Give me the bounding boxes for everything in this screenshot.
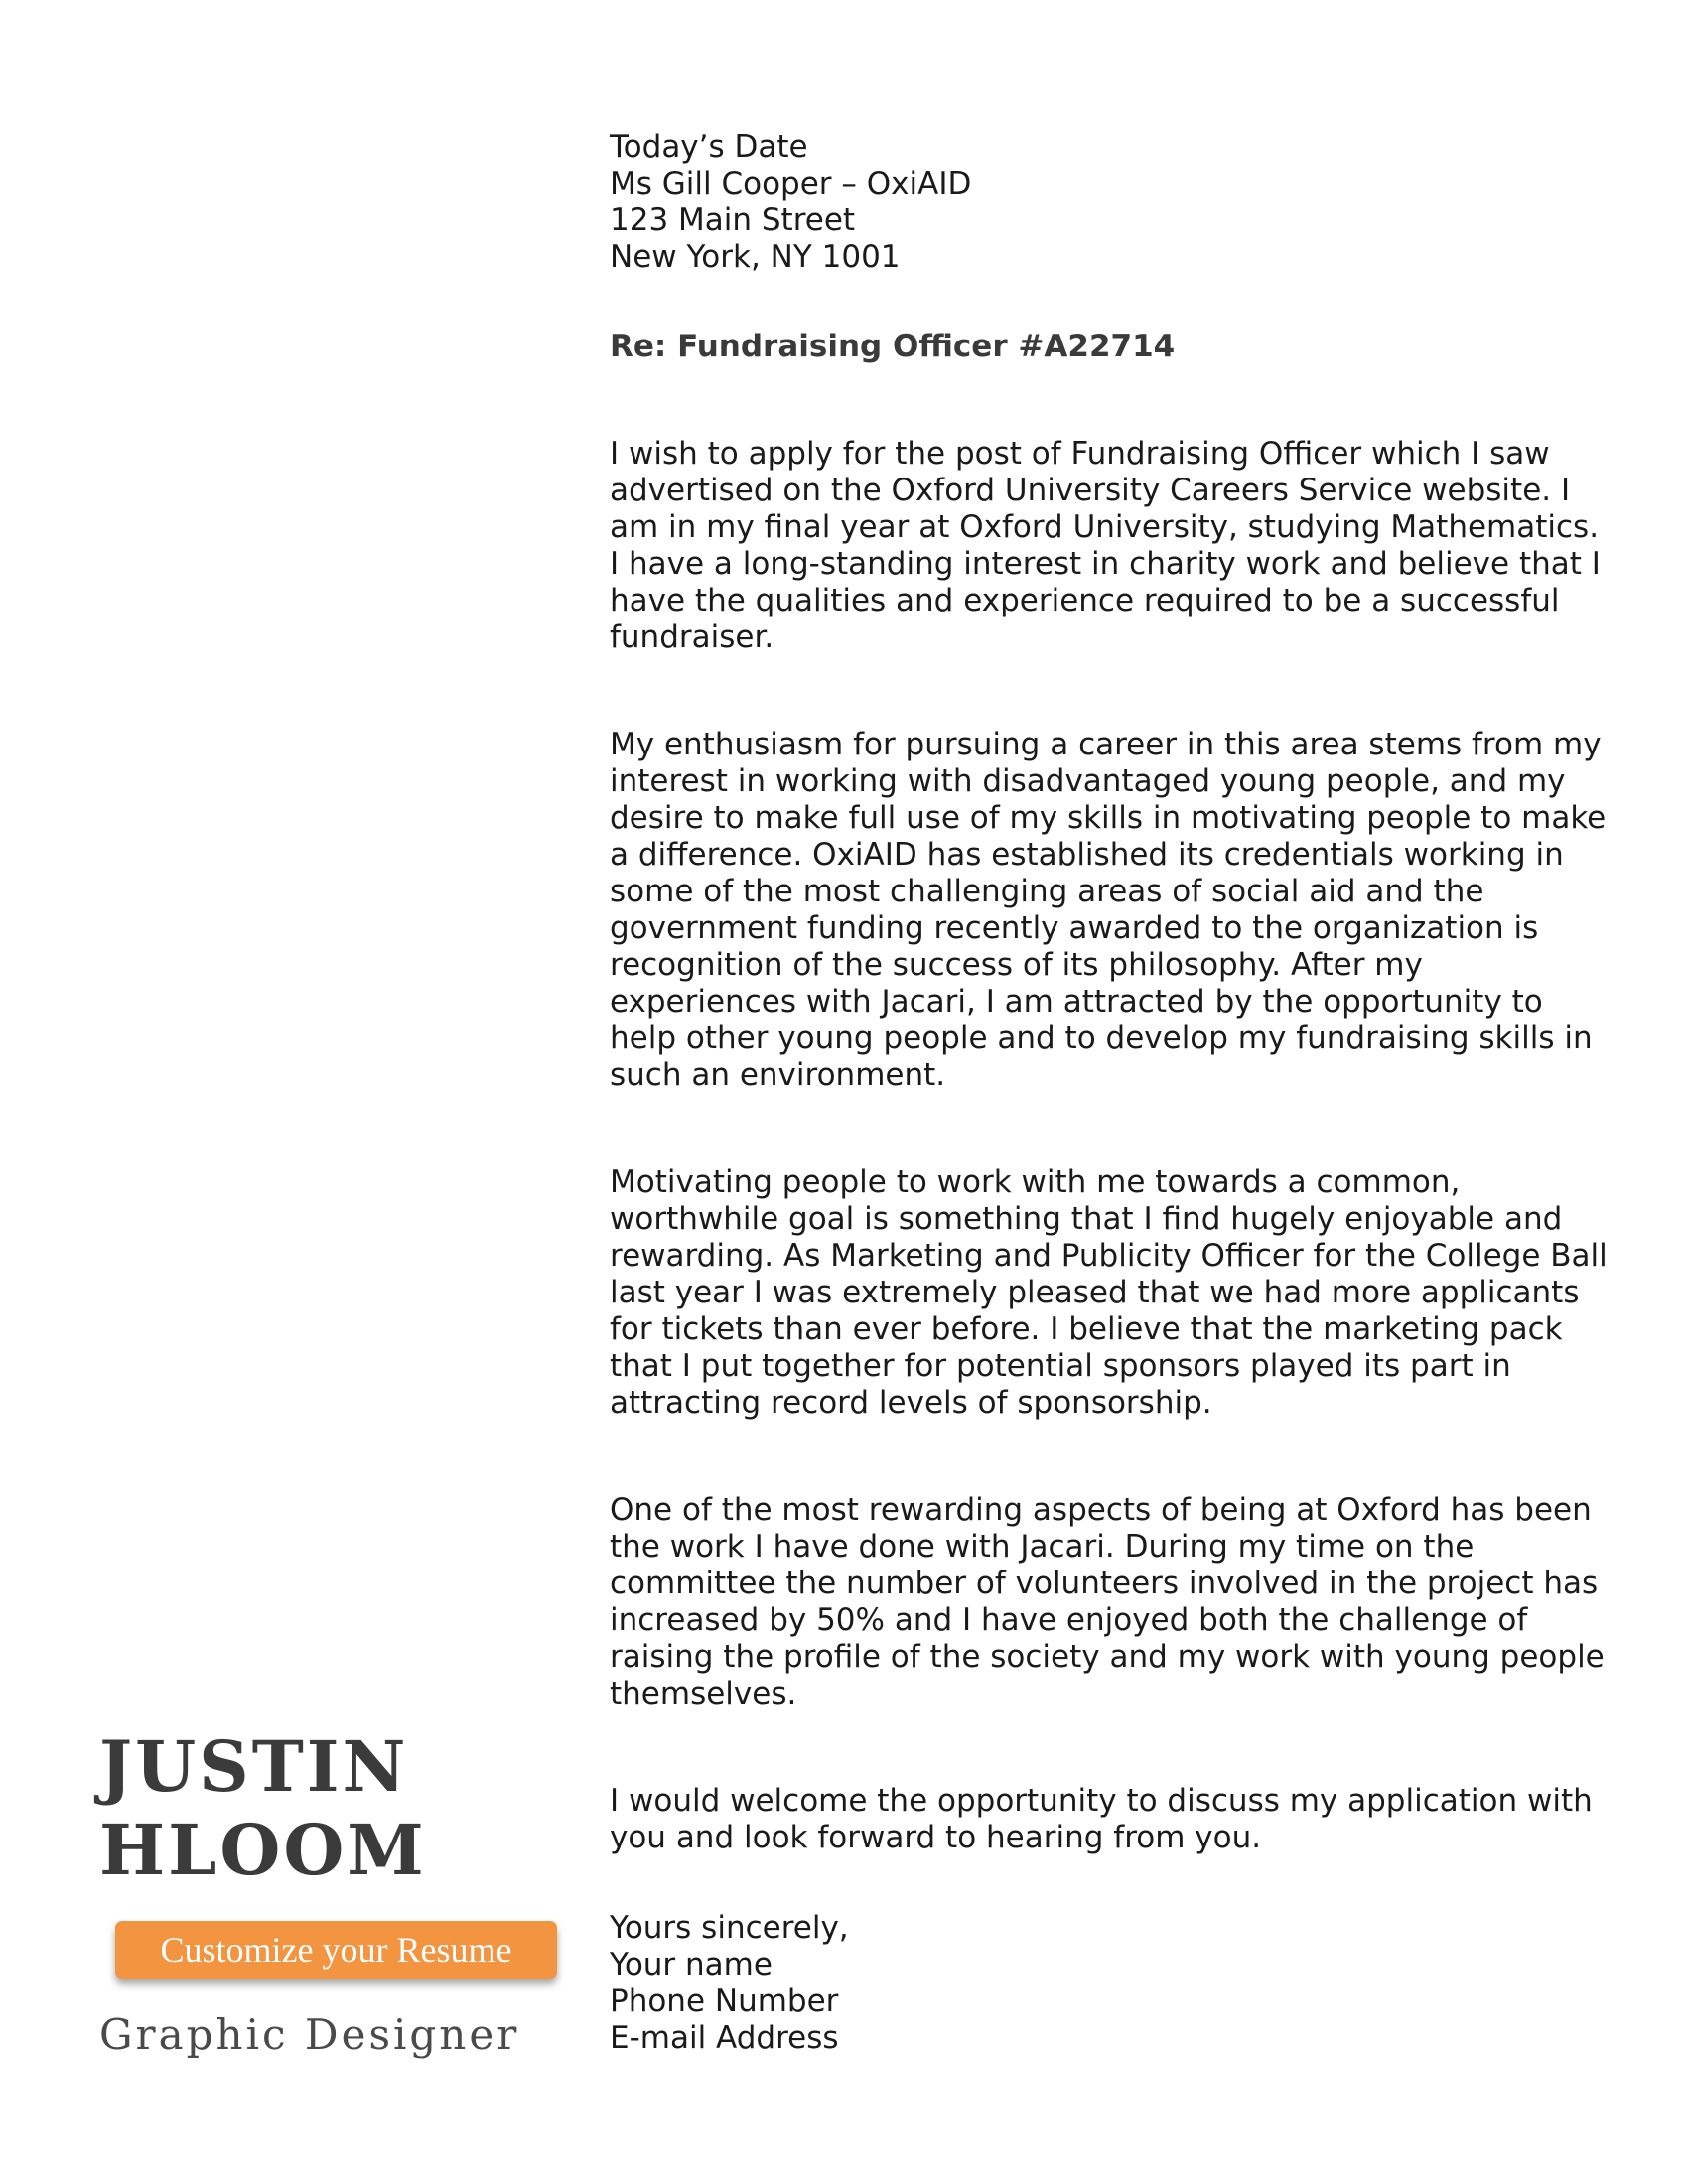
- signer-name: Your name: [610, 1947, 773, 1982]
- paragraph-3: Motivating people to work with me towards a common, worthwhile goal is something that I find hugely enjoyable and rewarding. As Marketing and Publicity Officer for the College Ball last year I was extremely pleased that we had more applicants for tickets than ever before. I believe that the marketing pack that I put together for potential sponsors played its part in attracting record levels of sponsorship.: [610, 1164, 1608, 1421]
- paragraph-4: One of the most rewarding aspects of being at Oxford has been the work I have done with Jacari. During my time on the committee the number of volunteers involved in the project has increased by 50% and I have enjoyed both the challenge of raising the profile of the society and my work with young people themselves.: [610, 1492, 1605, 1711]
- applicant-name: [99, 1725, 576, 1892]
- street-line: 123 Main Street: [610, 203, 856, 238]
- customize-resume-button[interactable]: Customize your Resume: [115, 1921, 557, 1979]
- signer-email: E-mail Address: [610, 2020, 839, 2056]
- city-line: New York, NY 1001: [610, 239, 901, 275]
- letter-header: [610, 129, 1613, 276]
- cover-letter-body: [610, 129, 1613, 2057]
- paragraph-1: I wish to apply for the post of Fundraising Officer which I saw advertised on the Oxford University Careers Service website. I am in my final year at Oxford University, studying Mathematics. I have a long-standing interest in charity work and believe that I have the qualities and experience required to be a successful fundraiser.: [610, 436, 1601, 655]
- paragraph-5: I would welcome the opportunity to discuss my application with you and look forward to hearing from you.: [610, 1783, 1593, 1855]
- last-name: HLOOM: [99, 1809, 427, 1891]
- closing-salutation: Yours sincerely,: [610, 1910, 849, 1946]
- first-name: JUSTIN: [99, 1725, 409, 1808]
- recipient-line: Ms Gill Cooper – OxiAID: [610, 166, 972, 202]
- paragraph-2: My enthusiasm for pursuing a career in this area stems from my interest in working with disadvantaged young people, and my desire to make full use of my skills in motivating people to make a difference. OxiAID has established its credentials working in some of the most challenging areas of social aid and the government funding recently awarded to the organization is recognition of the success of its philosophy. After my experiences with Jacari, I am attracted by the opportunity to help other young people and to develop my fundraising skills in such an environment.: [610, 727, 1607, 1093]
- signer-phone: Phone Number: [610, 1983, 839, 2019]
- subject-line: Re: Fundraising Officer #A22714: [610, 329, 1176, 364]
- job-title: Graphic Designer: [99, 2010, 520, 2059]
- signature-block: [610, 1910, 1613, 2057]
- date-line: Today’s Date: [610, 129, 808, 165]
